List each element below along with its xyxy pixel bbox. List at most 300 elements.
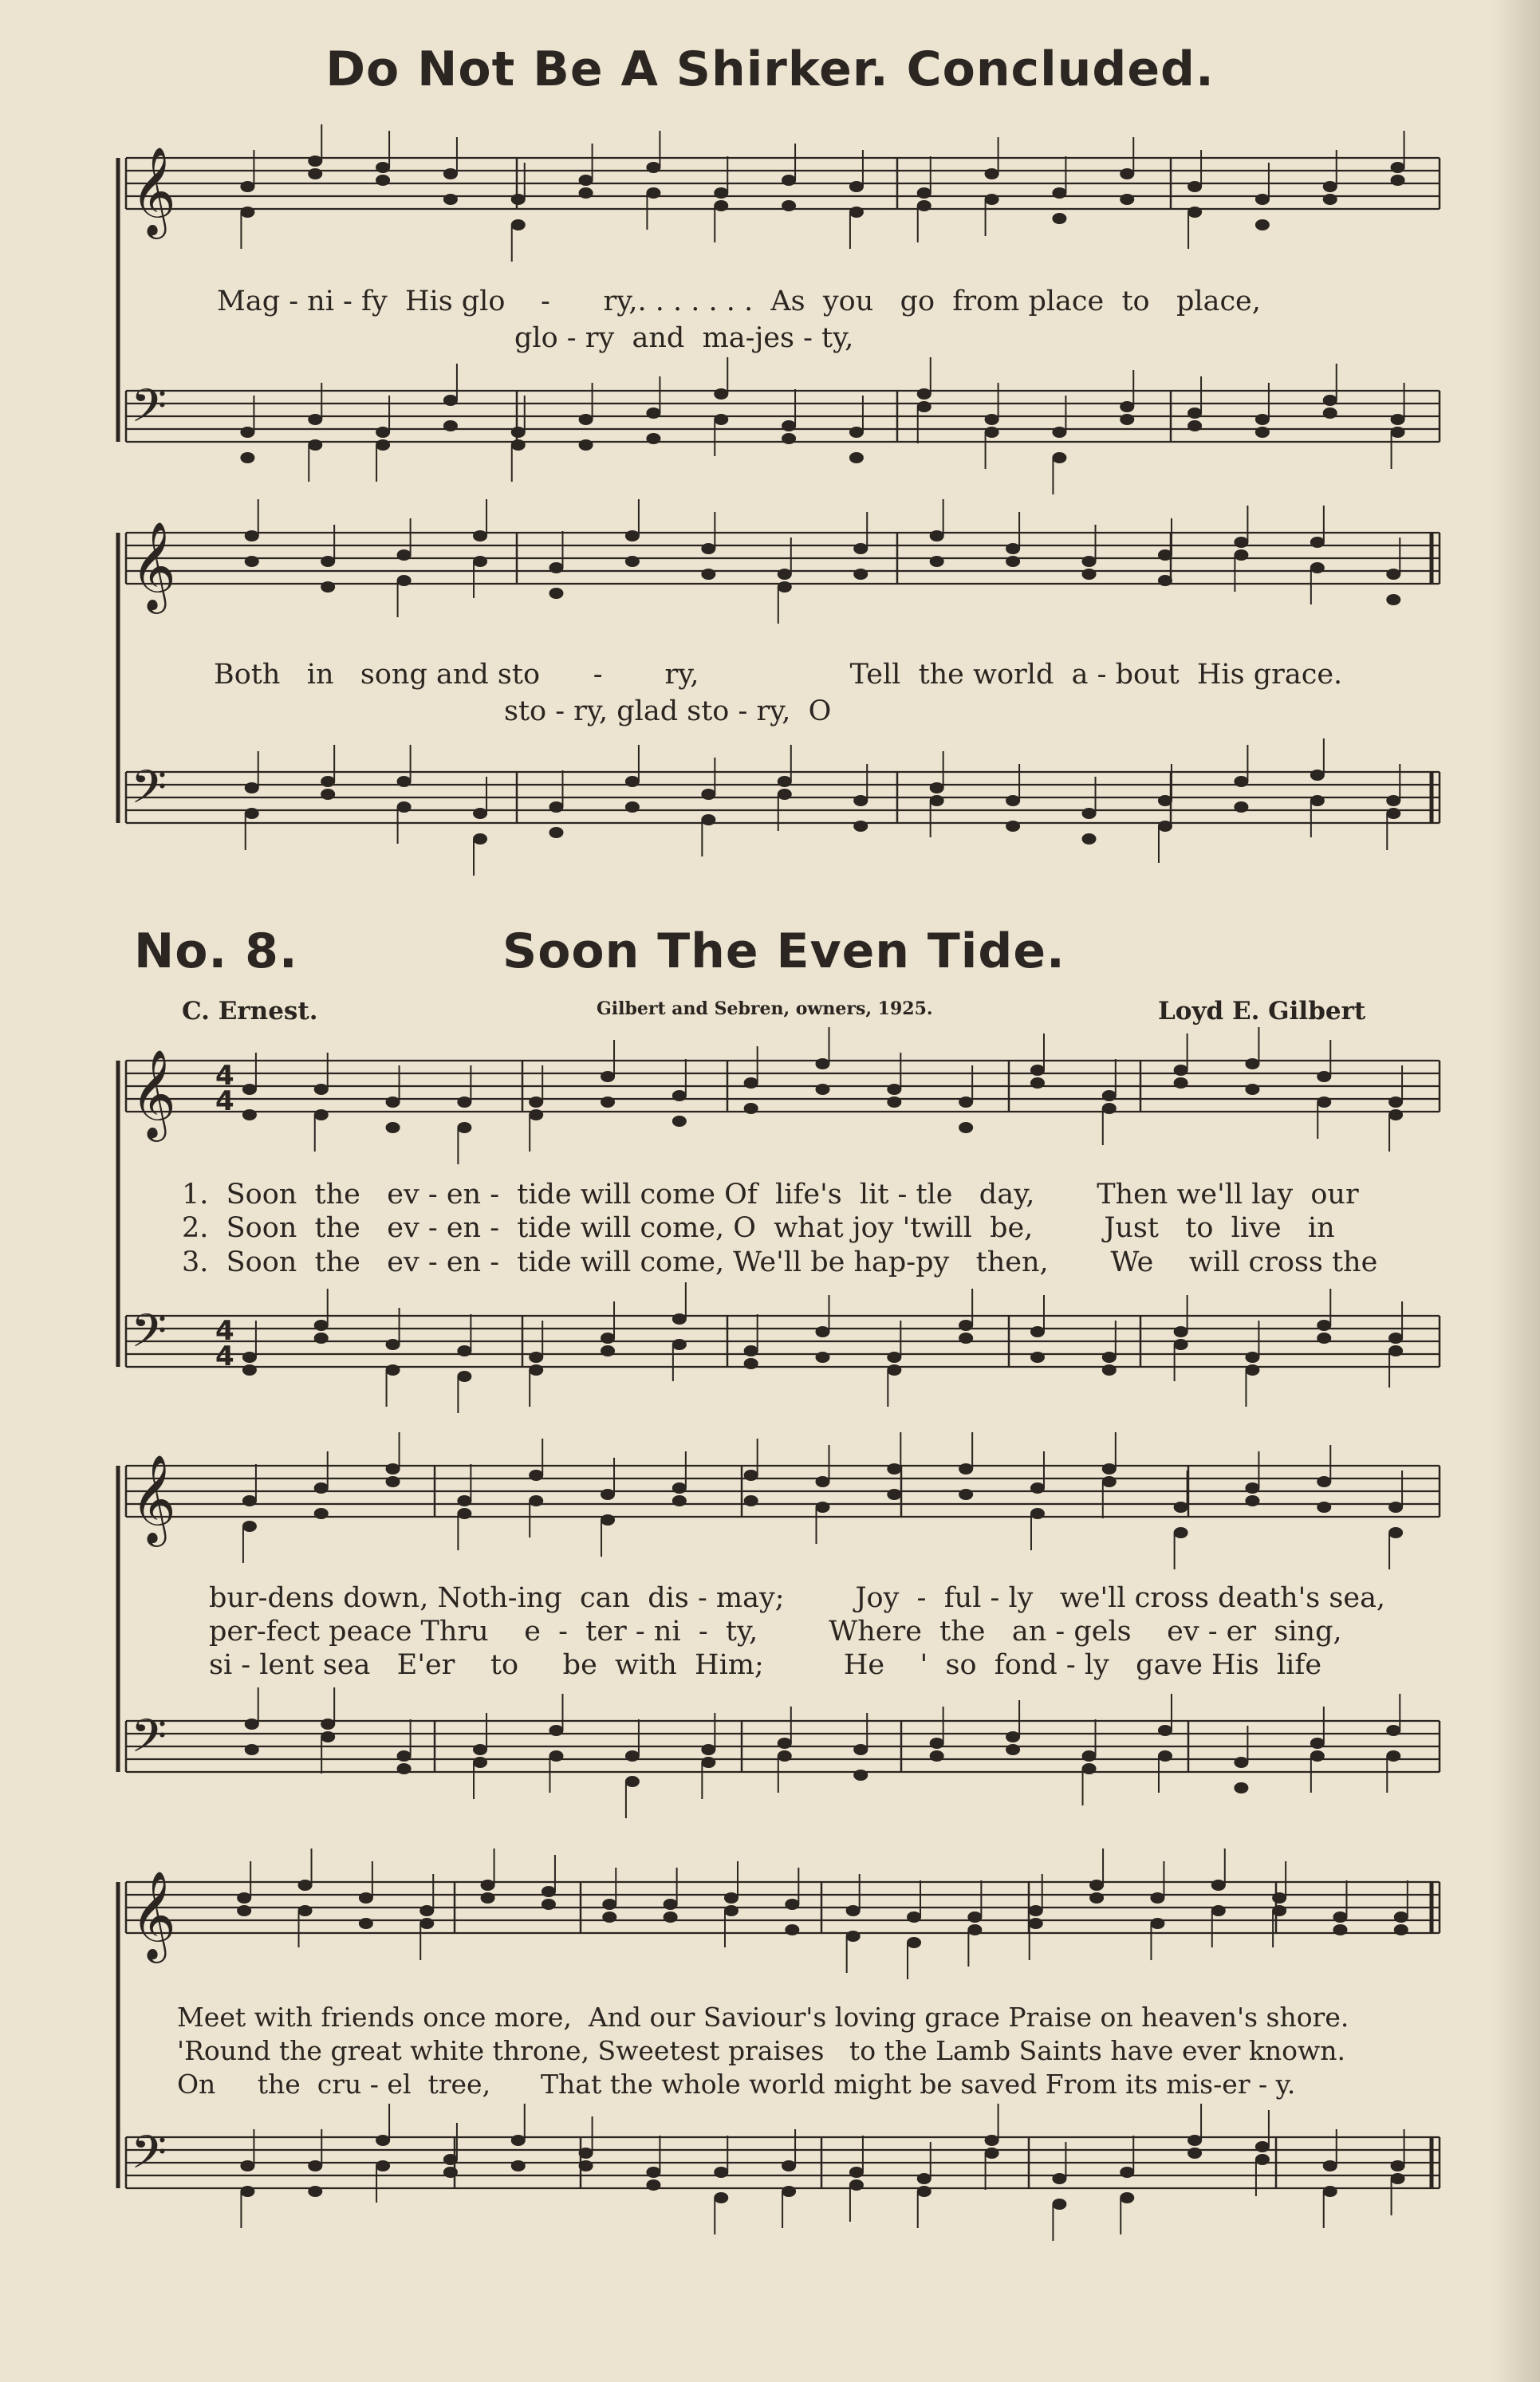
song1-system2-treble-notehead — [245, 530, 259, 541]
time-signature-bottom: 4 — [215, 1085, 234, 1117]
song2-system2-treble-notehead — [1174, 1527, 1188, 1538]
song2-system3-treble-notehead — [664, 1912, 678, 1923]
song1-system2-bass-notehead — [321, 789, 335, 800]
song1-system2-bass-notehead — [701, 789, 715, 800]
song2-system1-treble-notehead — [816, 1058, 830, 1069]
song2-system1-treble-notehead — [1245, 1058, 1259, 1069]
song1-system1-bass-notehead — [1187, 407, 1202, 419]
song1-system2-treble-notehead — [778, 569, 792, 580]
song2-system2-bass-notehead — [397, 1750, 412, 1762]
song1-system1-bass-notehead — [849, 452, 864, 463]
song2-system1-treble-notehead — [672, 1090, 687, 1101]
song2-system1-treble-notehead — [1174, 1065, 1188, 1076]
song2-verse1-line3: Meet with friends once more, And our Saviour's loving grace Praise on heaven's shore. — [177, 2002, 1349, 2033]
song2-system2-treble-notehead — [601, 1514, 615, 1526]
song1-lyric-line2-alt: sto - ry, glad sto - ry, O — [504, 695, 832, 727]
song2-system1-treble-notehead — [1317, 1097, 1331, 1108]
song2-system3-treble-notehead — [237, 1905, 251, 1916]
song2-system3-bass-notehead — [511, 2135, 526, 2146]
song1-system2-bass-notehead — [1310, 795, 1325, 806]
song2-system3-bass-notehead — [1187, 2135, 1202, 2146]
song2-system1-treble-notehead — [887, 1084, 901, 1095]
song1-system2-bass-notehead — [397, 776, 412, 787]
song1-system1-bass-notehead — [443, 395, 458, 406]
song2-system2-bass-notehead — [321, 1731, 335, 1742]
song2-system1-treble-notehead — [744, 1103, 758, 1114]
song2-system1-treble-notehead — [242, 1109, 257, 1120]
song2-system1-bass-notehead — [1174, 1326, 1188, 1337]
song2-verse3-line1: 3. Soon the ev - en - tide will come, We'll be hap-py then, We will cross the — [182, 1246, 1378, 1278]
song2-composer: Loyd E. Gilbert — [1158, 997, 1366, 1026]
song1-lyric-line1-alt: glo - ry and ma-jes - ty, — [514, 322, 854, 354]
song1-system2-bass-notehead — [1006, 795, 1020, 806]
song2-system2-bass-notehead — [930, 1738, 944, 1749]
song1-system1-treble-notehead — [1187, 181, 1202, 192]
song2-system3-treble-notehead — [542, 1899, 556, 1910]
song2-system1-treble-notehead — [601, 1071, 615, 1082]
song2-system1-treble-notehead — [529, 1109, 543, 1120]
song2-system3-treble-notehead — [1211, 1880, 1226, 1891]
song1-system2-treble-notehead — [1234, 549, 1248, 561]
song1-system2-treble-notehead — [778, 581, 792, 593]
song1-system2-bass-notehead — [853, 795, 868, 806]
song2-system2-treble-notehead — [242, 1521, 257, 1532]
song2-system2-treble-notehead — [1245, 1482, 1259, 1494]
song1-system2-bass-notehead — [1386, 795, 1400, 806]
song2-system2-treble-notehead — [529, 1470, 543, 1481]
song1-system1-bass-notehead — [240, 452, 254, 463]
song2-system1-bass-notehead — [672, 1313, 687, 1325]
song2-system3-bass-notehead — [1052, 2173, 1066, 2184]
song2-system3-treble-notehead — [1272, 1905, 1286, 1916]
song2-lyricist: C. Ernest. — [182, 997, 318, 1026]
song1-system2-bass-notehead — [1386, 808, 1400, 819]
song2-system1-treble-notehead — [314, 1084, 329, 1095]
song2-system1-bass-notehead — [1245, 1352, 1259, 1363]
song2-system3-bass-notehead — [1391, 2173, 1405, 2184]
song2-system2-bass-notehead — [778, 1738, 792, 1749]
song2-system1-bass-notehead — [1388, 1333, 1403, 1344]
song1-system2-treble-notehead — [1158, 549, 1172, 561]
song2-system3-bass-notehead — [714, 2167, 728, 2178]
song1-system1-treble-notehead — [240, 207, 254, 218]
song2-system2-treble-notehead — [457, 1495, 471, 1506]
song2-system2-bass-notehead — [1310, 1750, 1325, 1762]
song1-system2-bass-notehead — [1234, 776, 1248, 787]
song1-system2-bass-notehead — [1006, 821, 1020, 832]
song2-system1-treble-notehead — [744, 1077, 758, 1089]
song2-system2-bass-notehead — [397, 1763, 412, 1774]
song2-system2-bass-notehead — [853, 1744, 868, 1755]
song2-number: No. 8. — [134, 923, 298, 979]
song1-system1-bass-notehead — [1120, 414, 1134, 425]
treble-clef-icon: 𝄞 — [131, 1049, 176, 1138]
song2-system2-bass-notehead — [853, 1770, 868, 1781]
song1-system1-bass-notehead — [985, 414, 999, 425]
song2-system2-bass-notehead — [1006, 1744, 1020, 1755]
song1-system2-treble-notehead — [1234, 537, 1248, 548]
song2-system3-treble-notehead — [907, 1912, 921, 1923]
song1-system2-treble-notehead — [1310, 537, 1325, 548]
song2-system2-treble-notehead — [529, 1495, 543, 1506]
bass-clef-icon: 𝄢 — [131, 760, 167, 825]
song2-system3-treble-notehead — [846, 1931, 861, 1942]
song2-system3-treble-notehead — [1089, 1880, 1104, 1891]
song1-system1-treble-notehead — [917, 200, 931, 211]
song2-system3-treble-notehead — [1394, 1924, 1408, 1935]
song1-system2-bass-notehead — [1234, 801, 1248, 813]
song2-system2-bass-notehead — [245, 1744, 259, 1755]
song2-system3-bass-notehead — [376, 2160, 390, 2171]
song1-system1-bass-notehead — [646, 433, 660, 444]
song2-system1-treble-notehead — [1102, 1090, 1117, 1101]
song1-system2-bass-notehead — [321, 776, 335, 787]
song2-system3-treble-notehead — [967, 1912, 982, 1923]
song2-system2-treble-notehead — [959, 1463, 973, 1474]
song2-system3-treble-notehead — [298, 1905, 313, 1916]
song2-system2-bass-notehead — [625, 1750, 640, 1762]
song1-system1-treble-notehead — [1120, 194, 1134, 205]
song2-system3-treble-notehead — [785, 1899, 799, 1910]
song2-system3-bass-notehead — [1052, 2199, 1066, 2210]
song2-system3-treble-notehead — [1333, 1912, 1347, 1923]
song1-system2-treble-notehead — [853, 543, 868, 554]
song1-system1-treble-notehead — [511, 219, 526, 230]
song2-system3-bass-notehead — [849, 2167, 864, 2178]
song2-system2-treble-notehead — [887, 1463, 901, 1474]
song1-system1-treble-notehead — [240, 181, 254, 192]
song1-system1-treble-notehead — [443, 194, 458, 205]
song2-system2-treble-notehead — [1030, 1482, 1045, 1494]
song2-system3-treble-notehead — [542, 1886, 556, 1897]
song2-system3-treble-notehead — [1394, 1912, 1408, 1923]
song2-system1-treble-notehead — [1388, 1109, 1403, 1120]
song2-system2-treble-notehead — [672, 1495, 687, 1506]
song1-system2-treble-notehead — [1310, 562, 1325, 573]
song1-system1-treble-notehead — [1323, 194, 1337, 205]
song2-system3-bass-notehead — [985, 2148, 999, 2159]
song1-system1-treble-notehead — [308, 156, 322, 167]
song2-system2-bass-notehead — [1386, 1725, 1400, 1736]
song1-system1-bass-notehead — [917, 388, 931, 400]
song2-system3-bass-notehead — [849, 2179, 864, 2191]
song1-system2-treble-notehead — [473, 530, 487, 541]
song2-system1-treble-notehead — [457, 1097, 471, 1108]
song1-system2-treble-notehead — [245, 556, 259, 567]
song1-system2-treble-notehead — [1386, 569, 1400, 580]
song2-system1-bass-notehead — [887, 1364, 901, 1376]
song1-system1-bass-notehead — [1391, 427, 1405, 438]
song2-system1-treble-notehead — [1245, 1084, 1259, 1095]
song1-system2-bass-notehead — [549, 827, 563, 838]
song1-system2-bass-notehead — [625, 776, 640, 787]
song2-system1-bass-notehead — [457, 1371, 471, 1382]
song2-system2-bass-notehead — [1082, 1763, 1097, 1774]
song2-system1-bass-notehead — [672, 1339, 687, 1350]
song2-system3-bass-notehead — [579, 2160, 593, 2171]
song2-system2-bass-notehead — [549, 1750, 563, 1762]
song1-system1-bass-notehead — [849, 427, 864, 438]
song2-system2-treble-notehead — [816, 1502, 830, 1513]
song2-system3-bass-notehead — [308, 2160, 322, 2171]
song2-system3-treble-notehead — [298, 1880, 313, 1891]
song1-system2-bass-notehead — [1158, 821, 1172, 832]
song2-system3-treble-notehead — [602, 1899, 616, 1910]
song2-system2-bass-notehead — [321, 1719, 335, 1730]
song2-system3-bass-notehead — [1323, 2186, 1337, 2197]
song1-lyric-line1: Mag - ni - fy His glo - ry,. . . . . . . As you go from place to place, — [217, 285, 1261, 317]
song1-system2-treble-notehead — [1006, 543, 1020, 554]
song2-system3-treble-notehead — [846, 1905, 861, 1916]
song2-system3-treble-notehead — [359, 1892, 373, 1904]
song2-system1-bass-notehead — [242, 1352, 257, 1363]
song2-system3-treble-notehead — [359, 1918, 373, 1929]
song1-system1-treble-notehead — [782, 200, 796, 211]
song2-system3-treble-notehead — [724, 1892, 738, 1904]
song2-system2-treble-notehead — [242, 1495, 257, 1506]
song2-system1-bass-notehead — [601, 1333, 615, 1344]
song2-system2-bass-notehead — [1082, 1750, 1097, 1762]
song1-system2-bass-notehead — [701, 814, 715, 825]
song2-system3-treble-notehead — [1150, 1918, 1164, 1929]
song2-system1-treble-notehead — [601, 1097, 615, 1108]
song1-system2-bass-notehead — [245, 808, 259, 819]
song2-system1-bass-notehead — [386, 1339, 400, 1350]
song2-system1-treble-notehead — [386, 1122, 400, 1133]
song2-system2-treble-notehead — [1388, 1502, 1403, 1513]
treble-clef-icon: 𝄞 — [131, 521, 176, 610]
song1-system2-bass-notehead — [473, 808, 487, 819]
song1-system1-bass-notehead — [1120, 401, 1134, 412]
song1-system2-bass-notehead — [549, 801, 563, 813]
song2-system1-treble-notehead — [386, 1097, 400, 1108]
time-signature-top: 4 — [215, 1060, 234, 1092]
song1-system2-treble-notehead — [701, 569, 715, 580]
song2-system2-treble-notehead — [744, 1470, 758, 1481]
song1-system2-bass-notehead — [625, 801, 640, 813]
song2-system2-treble-notehead — [1102, 1476, 1117, 1487]
song1-system2-bass-notehead — [245, 782, 259, 793]
song2-system1-bass-notehead — [1317, 1333, 1331, 1344]
song2-system1-bass-notehead — [1174, 1339, 1188, 1350]
song2-system2-treble-notehead — [1388, 1527, 1403, 1538]
song2-system1-bass-notehead — [744, 1345, 758, 1356]
bass-clef-icon: 𝄢 — [131, 1709, 167, 1774]
song1-system1-treble-notehead — [1120, 168, 1134, 179]
song2-system2-treble-notehead — [887, 1489, 901, 1500]
song2-verse2-line2: per-fect peace Thru e - ter - ni - ty, Where the an - gels ev - er sing, — [209, 1616, 1342, 1648]
song2-system3-treble-notehead — [1029, 1918, 1043, 1929]
song2-system3-bass-notehead — [1120, 2167, 1134, 2178]
song2-system2-bass-notehead — [245, 1719, 259, 1730]
song2-system3-treble-notehead — [602, 1912, 616, 1923]
song1-system1-bass-notehead — [1323, 407, 1337, 419]
song2-system2-bass-notehead — [473, 1757, 487, 1768]
song1-system1-treble-notehead — [849, 181, 864, 192]
song1-system1-bass-notehead — [1391, 414, 1405, 425]
song2-system3-bass-notehead — [1187, 2148, 1202, 2159]
song1-system1-bass-notehead — [1255, 414, 1270, 425]
song2-copyright: Gilbert and Sebren, owners, 1925. — [597, 998, 933, 1019]
song2-system3-bass-notehead — [714, 2192, 728, 2203]
song1-system1-treble-notehead — [443, 168, 458, 179]
song1-lyric-line2: Both in song and sto - ry, Tell the world a - bout His grace. — [214, 659, 1343, 691]
song2-system3-treble-notehead — [419, 1905, 434, 1916]
song1-system1-bass-notehead — [985, 427, 999, 438]
song2-system1-bass-notehead — [529, 1364, 543, 1376]
song2-system2-treble-notehead — [1317, 1476, 1331, 1487]
song1-system2-bass-notehead — [1158, 795, 1172, 806]
song2-system2-treble-notehead — [314, 1508, 329, 1519]
song2-system1-treble-notehead — [1174, 1077, 1188, 1089]
song2-system3-bass-notehead — [985, 2135, 999, 2146]
song1-system2-treble-notehead — [1006, 556, 1020, 567]
song2-verse2-line3: 'Round the great white throne, Sweetest praises to the Lamb Saints have ever known. — [177, 2035, 1346, 2066]
treble-clef-icon: 𝄞 — [131, 1454, 176, 1543]
song2-system2-bass-notehead — [1234, 1757, 1248, 1768]
song2-system3-bass-notehead — [1120, 2192, 1134, 2203]
song1-system1-treble-notehead — [1391, 162, 1405, 173]
song1-system1-bass-notehead — [511, 427, 526, 438]
song2-system2-bass-notehead — [1386, 1750, 1400, 1762]
song2-system3-treble-notehead — [907, 1937, 921, 1948]
song1-system2-treble-notehead — [701, 543, 715, 554]
song1-system2-treble-notehead — [549, 588, 563, 599]
song1-system1-bass-notehead — [308, 414, 322, 425]
song1-system1-treble-notehead — [1255, 219, 1270, 230]
song1-system1-bass-notehead — [782, 433, 796, 444]
song1-system1-treble-notehead — [985, 168, 999, 179]
song2-system3-bass-notehead — [511, 2160, 526, 2171]
song2-system1-bass-notehead — [959, 1333, 973, 1344]
song2-system1-treble-notehead — [816, 1084, 830, 1095]
bass-clef-icon: 𝄢 — [131, 379, 167, 444]
song2-verse1-line1: 1. Soon the ev - en - tide will come Of life's lit - tle day, Then we'll lay our — [182, 1179, 1359, 1211]
song2-system3-bass-notehead — [1255, 2141, 1270, 2152]
song2-system3-treble-notehead — [1272, 1892, 1286, 1904]
bass-clef-icon: 𝄢 — [131, 1304, 167, 1369]
song2-system1-bass-notehead — [529, 1352, 543, 1363]
song1-system2-treble-notehead — [473, 556, 487, 567]
song2-system3-treble-notehead — [1211, 1905, 1226, 1916]
song1-title: Do Not Be A Shirker. Concluded. — [325, 41, 1215, 97]
song2-system2-bass-notehead — [473, 1744, 487, 1755]
song2-system1-bass-notehead — [1317, 1320, 1331, 1331]
song1-system1-treble-notehead — [376, 162, 390, 173]
song1-system2-bass-notehead — [1082, 833, 1097, 845]
song2-system3-bass-notehead — [579, 2148, 593, 2159]
song2-system1-treble-notehead — [959, 1122, 973, 1133]
song1-system2-bass-notehead — [397, 801, 412, 813]
song1-system1-bass-notehead — [917, 401, 931, 412]
song1-system1-treble-notehead — [579, 187, 593, 199]
time-signature-bottom: 4 — [215, 1341, 234, 1372]
song1-system2-treble-notehead — [549, 562, 563, 573]
song2-system1-bass-notehead — [314, 1333, 329, 1344]
song2-system1-treble-notehead — [672, 1116, 687, 1127]
song2-system2-treble-notehead — [1245, 1495, 1259, 1506]
song1-system2-treble-notehead — [930, 530, 944, 541]
song1-system1-bass-notehead — [376, 439, 390, 451]
song2-system3-bass-notehead — [443, 2154, 458, 2165]
song1-system2-treble-notehead — [625, 530, 640, 541]
song2-system1-treble-notehead — [242, 1084, 257, 1095]
song1-system1-treble-notehead — [1255, 194, 1270, 205]
song2-system1-bass-notehead — [1388, 1345, 1403, 1356]
song1-system2-treble-notehead — [321, 556, 335, 567]
song2-system3-treble-notehead — [1150, 1892, 1164, 1904]
song1-system2-treble-notehead — [1386, 594, 1400, 605]
bass-clef-icon: 𝄢 — [131, 2125, 167, 2191]
song2-system1-bass-notehead — [457, 1345, 471, 1356]
song2-system3-treble-notehead — [1029, 1905, 1043, 1916]
song1-system1-treble-notehead — [1187, 207, 1202, 218]
song2-system3-treble-notehead — [724, 1905, 738, 1916]
treble-clef-icon: 𝄞 — [131, 146, 176, 235]
song1-system2-treble-notehead — [1082, 556, 1097, 567]
song2-system1-treble-notehead — [1388, 1097, 1403, 1108]
song2-system2-treble-notehead — [959, 1489, 973, 1500]
song2-system2-bass-notehead — [701, 1757, 715, 1768]
song2-system3-bass-notehead — [782, 2160, 796, 2171]
song1-system1-bass-notehead — [714, 414, 728, 425]
song1-system2-bass-notehead — [778, 789, 792, 800]
song2-verse1-line2: bur-dens down, Noth-ing can dis - may; Joy - ful - ly we'll cross death's sea, — [209, 1582, 1386, 1614]
song1-system2-bass-notehead — [1082, 808, 1097, 819]
song2-system3-treble-notehead — [481, 1892, 495, 1904]
song2-system3-treble-notehead — [664, 1899, 678, 1910]
song1-system1-bass-notehead — [714, 388, 728, 400]
song1-system1-bass-notehead — [376, 427, 390, 438]
song2-system2-treble-notehead — [1030, 1508, 1045, 1519]
song2-system2-treble-notehead — [816, 1476, 830, 1487]
song2-system3-bass-notehead — [782, 2186, 796, 2197]
song2-system2-treble-notehead — [1174, 1502, 1188, 1513]
song2-system3-treble-notehead — [237, 1892, 251, 1904]
song1-system1-bass-notehead — [1187, 420, 1202, 431]
song2-system1-treble-notehead — [1102, 1103, 1117, 1114]
song1-system1-bass-notehead — [782, 420, 796, 431]
song1-system2-treble-notehead — [625, 556, 640, 567]
song1-system1-bass-notehead — [1255, 427, 1270, 438]
song1-system1-treble-notehead — [1323, 181, 1337, 192]
time-signature-top: 4 — [215, 1315, 234, 1347]
song2-system3-treble-notehead — [419, 1918, 434, 1929]
song1-system2-treble-notehead — [397, 575, 412, 586]
song2-system3-bass-notehead — [1323, 2160, 1337, 2171]
song2-system1-treble-notehead — [887, 1097, 901, 1108]
song2-system2-treble-notehead — [314, 1482, 329, 1494]
song2-system1-treble-notehead — [457, 1122, 471, 1133]
song1-system1-bass-notehead — [443, 420, 458, 431]
song1-system1-treble-notehead — [1052, 213, 1066, 224]
song2-system2-bass-notehead — [549, 1725, 563, 1736]
song2-system1-bass-notehead — [816, 1352, 830, 1363]
song2-system3-treble-notehead — [1333, 1924, 1347, 1935]
song1-system1-treble-notehead — [782, 175, 796, 186]
song1-system1-treble-notehead — [917, 187, 931, 199]
song2-system3-bass-notehead — [240, 2160, 254, 2171]
song2-system1-bass-notehead — [242, 1364, 257, 1376]
song2-system3-bass-notehead — [1391, 2160, 1405, 2171]
song2-system3-treble-notehead — [967, 1924, 982, 1935]
song1-system1-treble-notehead — [714, 200, 728, 211]
song1-system1-treble-notehead — [1052, 187, 1066, 199]
song2-system1-bass-notehead — [1245, 1364, 1259, 1376]
song2-title: Soon The Even Tide. — [502, 923, 1065, 979]
song1-system1-bass-notehead — [646, 407, 660, 419]
song2-verse3-line2: si - lent sea E'er to be with Him; He ' so fond - ly gave His life — [209, 1649, 1322, 1681]
